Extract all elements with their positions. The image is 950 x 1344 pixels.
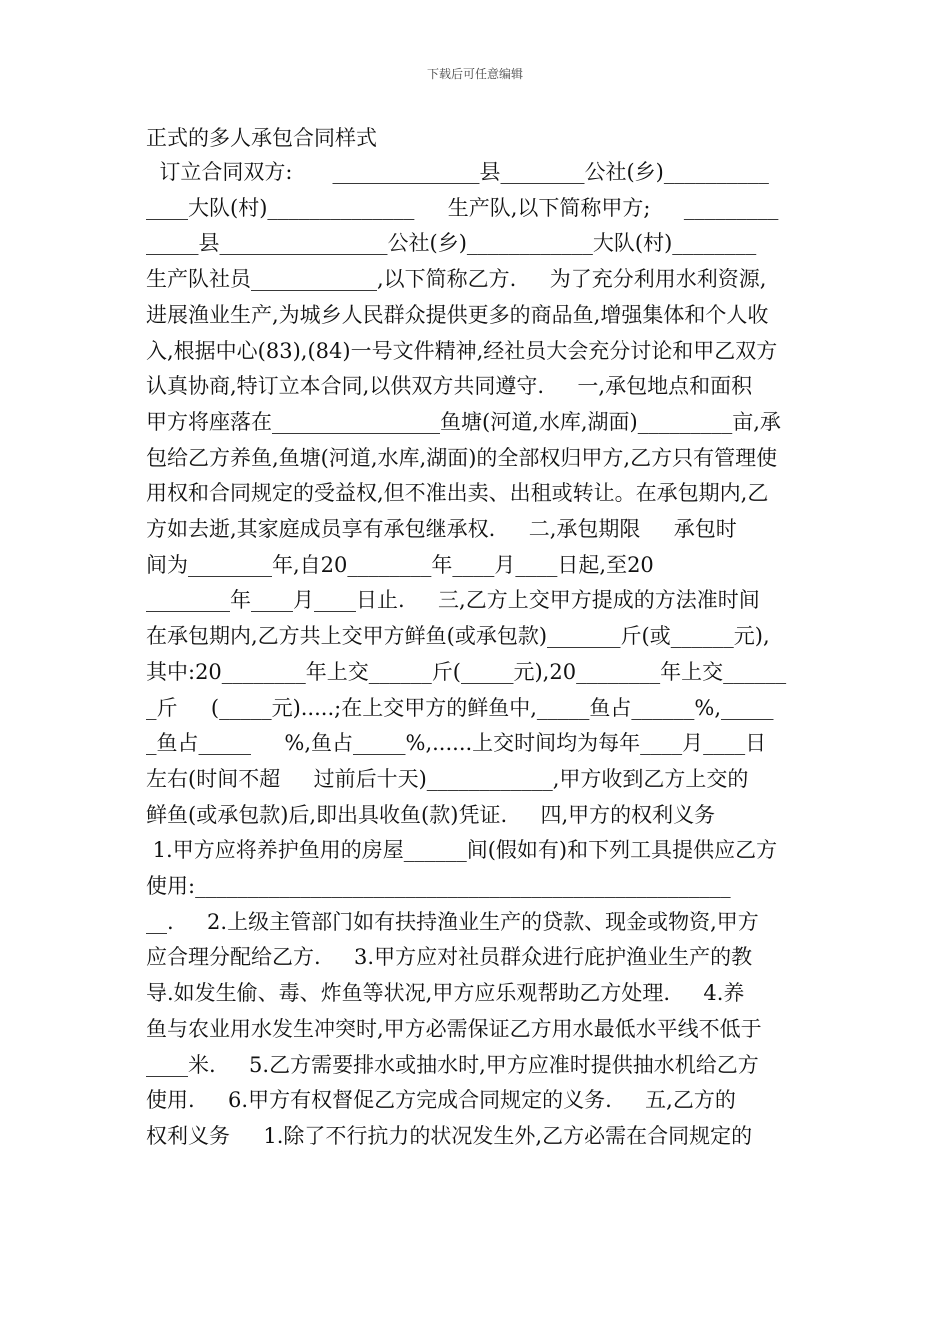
body-line: _斤 (_____元).....;在上交甲方的鲜鱼中,_____鱼占______%,_____ [146,695,774,720]
body-line: 鱼与农业用水发生冲突时,甲方必需保证乙方用水最低水平线不低于 [146,1016,762,1041]
document-title: 正式的多人承包合同样式 [146,126,377,150]
body-line: 进展渔业生产,为城乡人民群众提供更多的商品鱼,增强集体和个人收 [146,302,769,327]
body-line: 鲜鱼(或承包款)后,即出具收鱼(款)凭证. 四,甲方的权利义务 [146,802,716,827]
page-header: 下载后可任意编辑 [426,67,523,81]
body-line: 用权和合同规定的受益权,但不准出卖、出租或转让。在承包期内,乙 [146,481,769,506]
body-line: ____大队(村)______________ 生产队,以下简称甲方; _________ [146,195,779,220]
body-line: 间为________年,自20________年____月____日起,至20 [146,552,654,577]
body-line: _____县________________公社(乡)____________大队(村)________ [146,231,757,256]
body-line: ________年____月____日止. 三,乙方上交甲方提成的方法准时间 [146,588,760,613]
body-line: 生产队社员____________,以下简称乙方. 为了充分利用水利资源, [146,267,767,292]
body-line: 应合理分配给乙方. 3.甲方应对社员群众进行庇护渔业生产的教 [146,945,753,970]
body-line: 其中:20________年上交______斤(_____元),20________年上交______ [146,659,787,684]
body-line: ____米. 5.乙方需要排水或抽水时,甲方应准时提供抽水机给乙方 [146,1052,759,1077]
body-line: 导.如发生偷、毒、炸鱼等状况,甲方应乐观帮助乙方处理. 4.养 [146,981,745,1006]
body-line: _鱼占_____ %,鱼占_____%,......上交时间均为每年____月____日 [146,731,767,756]
body-line: 使用. 6.甲方有权督促乙方完成合同规定的义务. 五,乙方的 [146,1088,736,1113]
body-line: 左右(时间不超 过前后十天)____________,甲方收到乙方上交的 [146,766,749,791]
body-line: 1.甲方应将养护鱼用的房屋______间(假如有)和下列工具提供应乙方 [146,838,778,863]
body-line: 在承包期内,乙方共上交甲方鲜鱼(或承包款)_______斤(或______元), [146,624,770,649]
body-line: 包给乙方养鱼,鱼塘(河道,水库,湖面)的全部权归甲方,乙方只有管理使 [146,445,778,470]
body-line: 使用:___________________________________________________ [146,874,731,898]
body-line: 方如去逝,其家庭成员享有承包继承权. 二,承包期限 承包时 [146,517,737,541]
body-line: 权利义务 1.除了不行抗力的状况发生外,乙方必需在合同规定的 [146,1123,753,1148]
body-line: 入,根据中心(83),(84)一号文件精神,经社员大会充分讨论和甲乙双方 [146,338,778,363]
body-line: 订立合同双方: ______________县________公社(乡)__________ [146,160,769,184]
body-line: __. 2.上级主管部门如有扶持渔业生产的贷款、现金或物资,甲方 [146,909,759,934]
body-line: 甲方将座落在________________鱼塘(河道,水库,湖面)_________亩,承 [146,409,781,434]
body-line: 认真协商,特订立本合同,以供双方共同遵守. 一,承包地点和面积 [146,374,753,399]
